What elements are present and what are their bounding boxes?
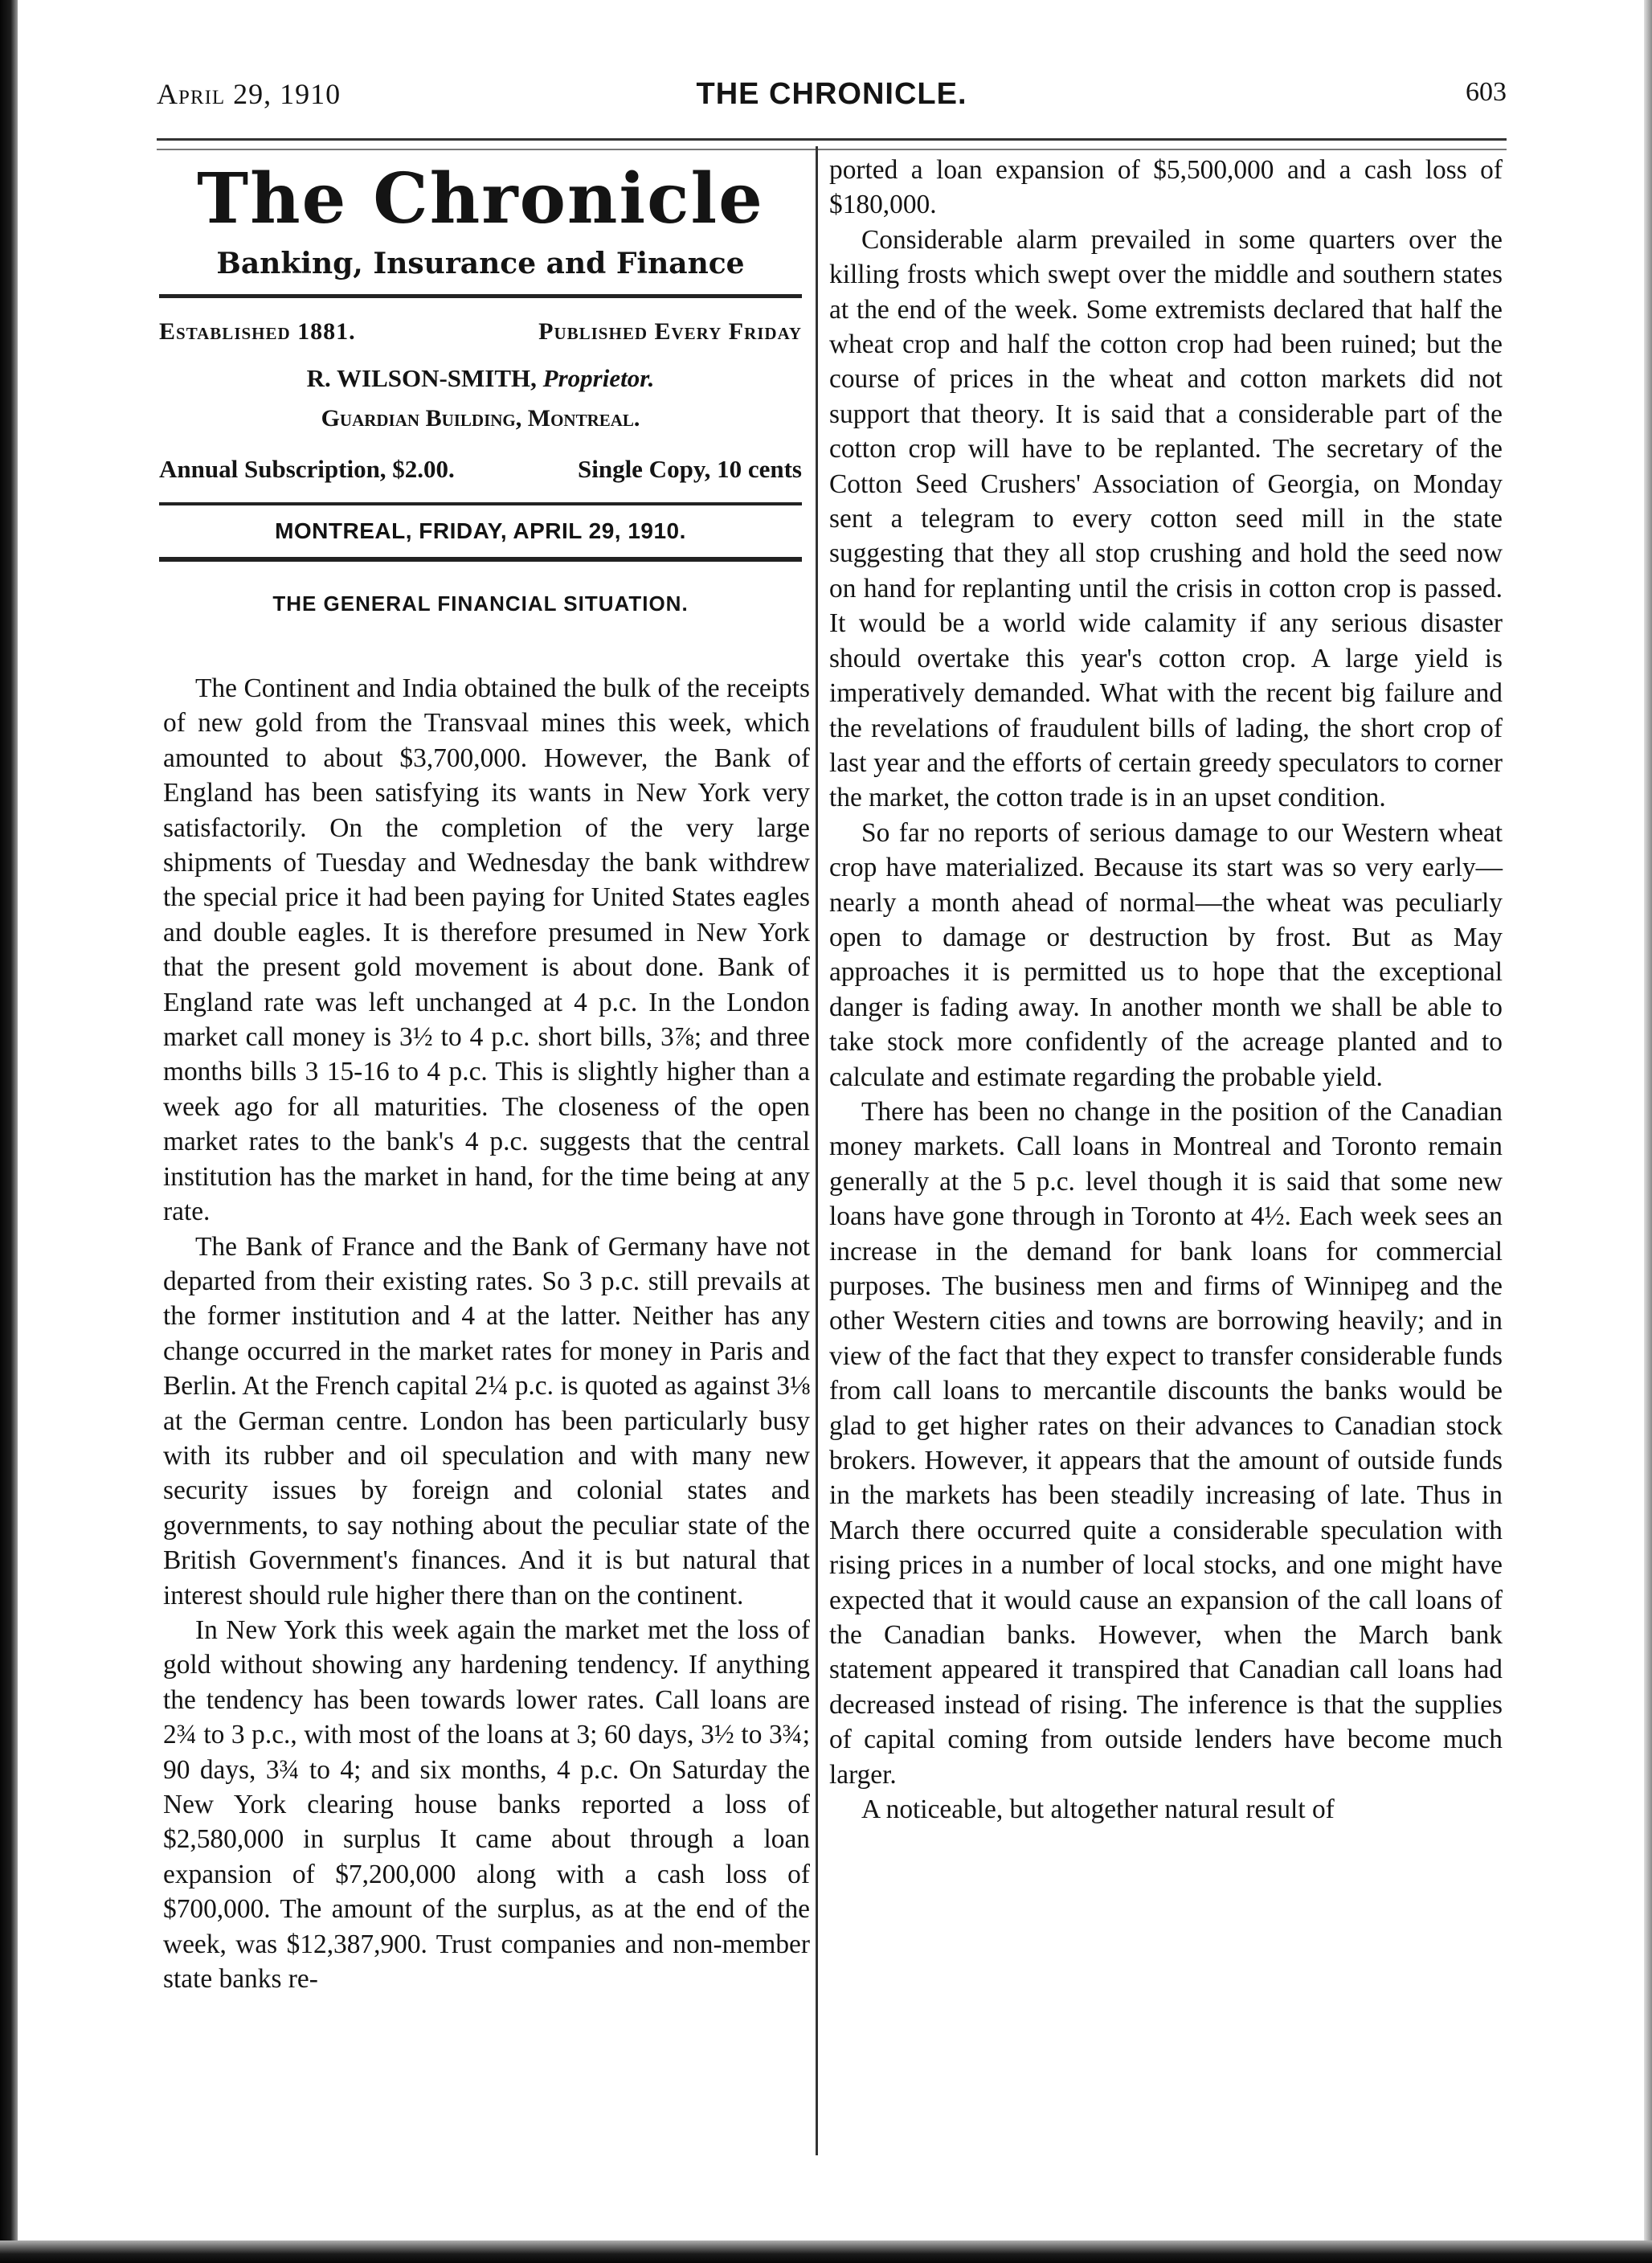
- masthead: [159, 157, 802, 621]
- paragraph: In New York this week again the market met the loss of gold without showing any hardening tendency. If anything the tendency has been towards lower rates. Call loans are 2¾ to 3 p.c., with most of the loans at 3; 60 days, 3½ to 3¾; 90 days, 3¾ to 4; and six months, 4 p.c. On Saturday the New York clearing house banks reported a loss of $2,580,000 in surplus It came about through a loan expansion of $7,200,000 along with a cash loss of $700,000. The amount of the surplus, as at the end of the week, was $12,387,900. Trust companies and non-member state banks re-: [163, 1614, 810, 1995]
- scan-border-right: [1644, 0, 1652, 2263]
- masthead-rule: [159, 294, 802, 298]
- paragraph: A noticeable, but altogether natural result of: [861, 1794, 1335, 1825]
- masthead-rule-heavy: [159, 557, 802, 562]
- journal-title: THE CHRONICLE.: [696, 77, 967, 111]
- masthead-subtitle: Banking, Insurance and Finance: [216, 247, 745, 280]
- proprietor-role: Proprietor.: [542, 364, 655, 392]
- right-column: [829, 153, 1503, 1827]
- header-rule: [157, 138, 1507, 150]
- publication-info: [159, 316, 802, 348]
- paragraph: The Continent and India obtained the bulk of the receipts of new gold from the Transvaal mines this week, which amounted to about $3,700,000. However, the Bank of England has been satisfying its wants in New York very satisfactorily. On the completion of the very large shipments of Tuesday and Wednesday the bank withdrew the special price it had been paying for United States eagles and double eagles. It is therefore presumed in New York that the present gold movement is about done. Bank of England rate was left unchanged at 4 p.c. In the London market call money is 3½ to 4 p.c. short bills, 3⅞; and three months bills 3 15-16 to 4 p.c. This is slightly higher than a week ago for all maturities. The closeness of the open market rates to the bank's 4 p.c. suggests that the central institution has the market in hand, for the time being at any rate.: [163, 673, 810, 1227]
- proprietor: [159, 361, 802, 396]
- single-copy-price: Single Copy, 10 cents: [577, 455, 802, 483]
- address: Guardian Building, Montreal.: [321, 405, 640, 432]
- pricing: [159, 451, 802, 488]
- established-note: Established 1881.: [159, 318, 356, 345]
- paragraph: Considerable alarm prevailed in some quarters over the killing frosts which swept over the middle and southern states at the end of the week. Some extremists declared that half the wheat crop and half the cotton crop had been ruined; but the course of prices in the wheat and cotton markets did not support that theory. It is said that a considerable part of the cotton crop will have to be replanted. The secretary of the Cotton Seed Crushers' Association of Georgia, on Monday sent a telegram to every cotton seed mill in the state suggesting that they all stop crushing and hold the seed now on hand for replanting until the crisis in cotton crop is passed. It would be a world wide calamity if any serious disaster should overtake this year's cotton crop. A large yield is imperatively demanded. What with the recent big failure and the revelations of fraudulent bills of lading, the short crop of last year and the efforts of certain greedy speculators to corner the market, the cotton trade is in an upset condition.: [829, 224, 1503, 813]
- published-note: Published Every Friday: [538, 318, 802, 345]
- left-column: [163, 671, 810, 1996]
- proprietor-name: R. WILSON-SMITH,: [306, 364, 537, 392]
- issue-date: April 29, 1910: [157, 78, 341, 110]
- scan-border-left: [0, 0, 18, 2263]
- paragraph: There has been no change in the position of the Canadian money markets. Call loans in Montreal and Toronto remain generally at the 5 p.c. level though it is said that some new loans have gone through in Toronto at 4½. Each week sees an increase in the demand for bank loans for commercial purposes. The business men and firms of Winnipeg and the other Western cities and towns are borrowing heavily; and in view of the fact that they expect to transfer considerable funds from call loans to mercantile discounts the banks would be glad to get higher rates on their advances to Canadian stock brokers. However, it appears that the amount of outside funds in the markets has been steadily increasing of late. Thus in March there occurred quite a considerable speculation with rising prices in a number of local stocks, and one might have expected that it would cause an expansion of the call loans of the Canadian banks. However, when the March bank statement appeared it transpired that Canadian call loans had decreased instead of rising. The inference is that the supplies of capital coming from outside lenders have become much larger.: [829, 1096, 1503, 1790]
- running-head: [157, 77, 1507, 125]
- annual-subscription: Annual Subscription, $2.00.: [159, 455, 455, 483]
- paragraph: So far no reports of serious damage to our Western wheat crop have materialized. Because its start was so very early—nearly a month ahead of normal—the wheat was peculiarly open to damage or destruction by frost. But as May approaches it is permitted us to hope that the exceptional danger is fading away. In another month we shall be able to take stock more confidently of the acreage planted and to calculate and estimate regarding the probable yield.: [829, 817, 1503, 1092]
- article-title: THE GENERAL FINANCIAL SITUATION.: [272, 591, 689, 616]
- dateline: MONTREAL, FRIDAY, APRIL 29, 1910.: [275, 518, 686, 543]
- page-number: 603: [1466, 77, 1507, 107]
- column-divider: [816, 146, 818, 2155]
- paragraph-continuation: ported a loan expansion of $5,500,000 and a cash loss of $180,000.: [829, 155, 1503, 220]
- masthead-title: The Chronicle: [197, 158, 764, 239]
- scan-border-bottom: [0, 2240, 1652, 2263]
- paragraph: The Bank of France and the Bank of Germany have not departed from their existing rates. So 3 p.c. still prevails at the former institution and 4 at the latter. Neither has any change occurred in the market rates for money in Paris and Berlin. At the French capital 2¼ p.c. is quoted as against 3⅛ at the German centre. London has been particularly busy with its rubber and oil speculation and with many new security issues by foreign and colonial states and governments, to say nothing about the peculiar state of the British Government's finances. And it is but natural that interest should rule higher there than on the continent.: [163, 1231, 810, 1610]
